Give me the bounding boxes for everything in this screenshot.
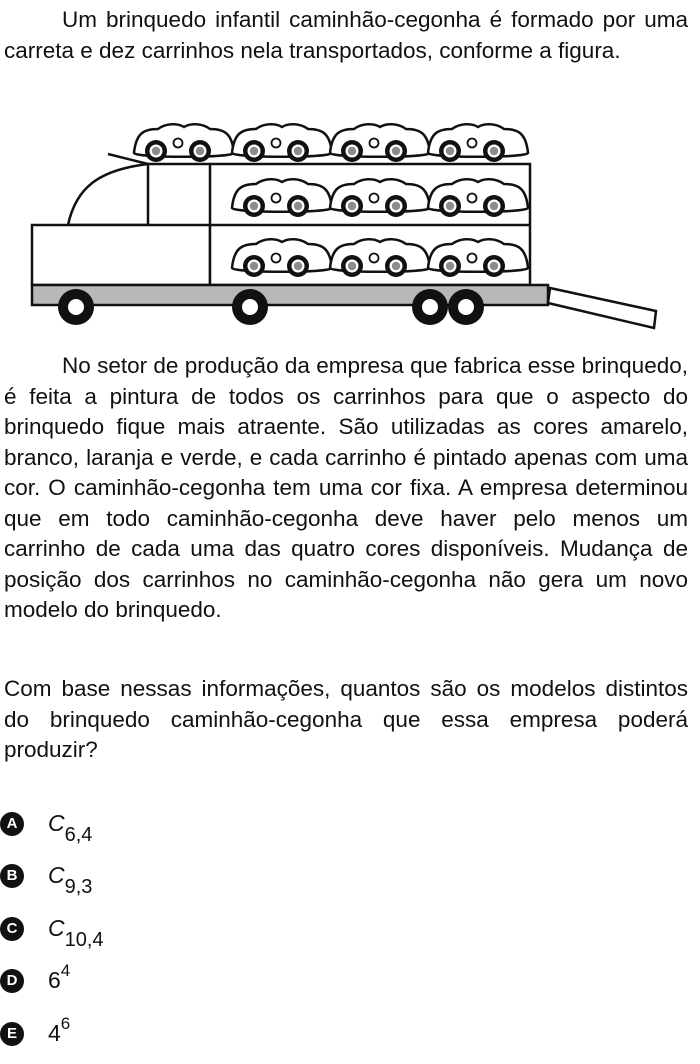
car-icon — [428, 179, 528, 217]
question-paragraph-2: No setor de produção da empresa que fabrica esse brinquedo, é feita a pintura de todos os carrinhos para que o aspecto do brinquedo fique mais atraente. São utilizadas as cores amarelo, branco, laranja e verde, e cada carrinho é pintado apenas com uma cor. O caminhão-cegonha tem uma cor fixa. A empresa determinou que em todo caminhão-cegonha deve haver pelo menos um carrinho de cada uma das quatro cores disponíveis. Mudança de posição dos carrinhos no caminhão-cegonha não gera um novo modelo do brinquedo. — [4, 353, 688, 622]
truck-wheel-icon — [232, 289, 268, 325]
car-icon — [330, 239, 430, 277]
question-prompt: Com base nessas informações, quantos são os modelos distintos do brinquedo caminhão-cegonha que essa empresa poderá produzir? — [4, 676, 688, 762]
truck-wheel-icon — [58, 289, 94, 325]
truck-cab-body — [32, 225, 210, 285]
car-icon — [232, 179, 332, 217]
option-value: $6^4$ — [48, 961, 71, 993]
option-letter-badge: B — [0, 864, 24, 888]
car-icon — [134, 124, 234, 162]
car-icon — [428, 239, 528, 277]
option-letter-badge: A — [0, 812, 24, 836]
option-value: $4^6$ — [48, 1014, 71, 1046]
loading-ramp — [548, 288, 656, 328]
option-value: C6,4 — [48, 810, 93, 846]
car-icon — [428, 124, 528, 162]
truck-wheel-icon — [412, 289, 448, 325]
option-letter-badge: D — [0, 969, 24, 993]
option-letter-badge: C — [0, 917, 24, 941]
car-icon — [330, 124, 430, 162]
car-icon — [330, 179, 430, 217]
car-icon — [232, 124, 332, 162]
option-value: C9,3 — [48, 862, 93, 898]
car-carrier-truck-figure — [28, 118, 662, 330]
option-value: C10,4 — [48, 915, 104, 951]
question-paragraph-1: Um brinquedo infantil caminhão-cegonha é formado por uma carreta e dez carrinhos nela transportados, conforme a figura. — [4, 7, 688, 63]
truck-cab — [68, 164, 148, 225]
truck-wheel-icon — [448, 289, 484, 325]
option-letter-badge: E — [0, 1022, 24, 1046]
car-icon — [232, 239, 332, 277]
